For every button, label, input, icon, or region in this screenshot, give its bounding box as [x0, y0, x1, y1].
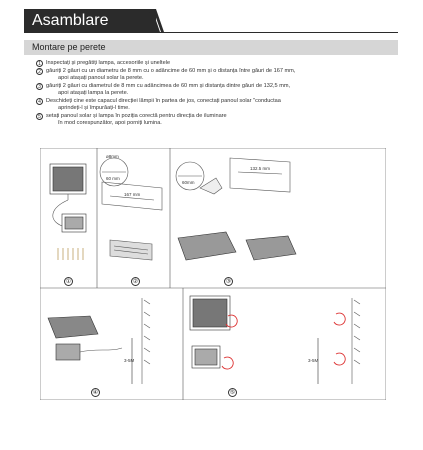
- step-list: [36, 60, 386, 128]
- installation-illustration: [40, 148, 386, 400]
- step-text-continued: apoi atașați lampa la perete.: [58, 90, 129, 96]
- figure-number: ④: [92, 390, 99, 396]
- step-text-continued: aprindeți-l și împurăați-l time.: [58, 105, 130, 111]
- step-number: 3: [36, 83, 43, 90]
- wall-illustration: [230, 158, 290, 192]
- step-text: Deschideți cine este capacul direcției lămpii în partea de jos, conectați panoul solar "conductaa: [46, 97, 281, 104]
- step-item: [36, 98, 386, 112]
- drill-detail-circle: [176, 162, 204, 190]
- step-number: 1: [36, 60, 43, 67]
- figure-number: ⑤: [229, 390, 236, 396]
- wall-illustration: [352, 298, 360, 384]
- height-label: 3-5M: [124, 358, 135, 363]
- step-number: 4: [36, 98, 43, 105]
- step-text: găuriți 2 găuri cu un diametru de 8 mm cu o adâncime de 60 mm și o distanța între găuri de 167 mm,: [46, 67, 296, 74]
- wall-illustration: [142, 298, 150, 384]
- header-stripes: [148, 9, 164, 32]
- rotate-arrow-icon: [334, 313, 345, 325]
- solar-panel-illustration: [50, 164, 86, 200]
- cable: [80, 348, 122, 352]
- section-title: Montare pe perete: [24, 40, 398, 55]
- step-text: Inspectați și pregătiți lampa, accesoriile și uneltele: [46, 60, 171, 66]
- distance-label-lamp: 132.5 mm: [250, 166, 271, 171]
- height-label: 3-5M: [308, 358, 319, 363]
- figure-number: ①: [65, 279, 72, 285]
- diameter-label: ø8mm: [106, 154, 119, 159]
- step-text-continued: în mod corespunzător, apoi porniți lumina.: [58, 120, 162, 126]
- rotate-arrow-icon: [226, 315, 237, 327]
- figure-number: ③: [225, 279, 232, 285]
- step-number: 5: [36, 113, 43, 120]
- depth-label: 60 mm: [106, 176, 120, 181]
- step-text: găuriți 2 găuri cu diametrul de 8 mm cu adâncimea de 60 mm și distanța dintre găuri de 132,5 mm,: [46, 82, 291, 89]
- lamp-illustration: [192, 346, 220, 368]
- depth-label: 60mm: [182, 180, 195, 185]
- drill-detail-circle: [100, 158, 128, 186]
- page-title: Asamblare: [24, 9, 156, 32]
- rotate-arrow-icon: [334, 353, 345, 365]
- screws-illustration: [58, 248, 83, 260]
- distance-label-panel: 167 mm: [124, 192, 141, 197]
- lamp-mounted-illustration: [178, 232, 296, 260]
- step-item: [36, 83, 386, 97]
- solar-panel-illustration: [190, 296, 230, 330]
- step-text: setați panoul solar și lampa în poziția corectă pentru direcția de iluminare: [46, 112, 227, 119]
- rotate-arrow-icon: [222, 357, 233, 369]
- lamp-illustration: [62, 214, 86, 232]
- mounting-bracket: [110, 240, 152, 260]
- solar-panel-flat-illustration: [48, 316, 98, 338]
- step-number: 2: [36, 68, 43, 75]
- installation-figures: [40, 148, 386, 400]
- step-item: [36, 113, 386, 127]
- lamp-illustration: [56, 344, 80, 360]
- header-rule: [24, 32, 398, 33]
- step-item: [36, 68, 386, 82]
- step-text-continued: apoi atașați panoul solar la perete.: [58, 75, 144, 81]
- figure-number: ②: [132, 279, 139, 285]
- step-item: [36, 60, 386, 67]
